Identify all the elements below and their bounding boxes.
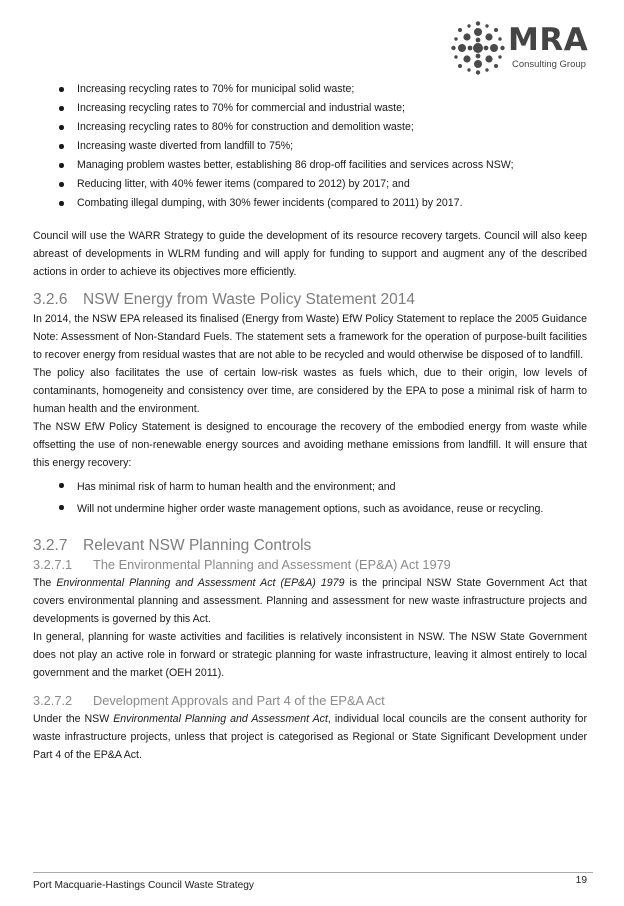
paragraph-planning-inconsistent: In general, planning for waste activities and facilities is relatively inconsistent in NSW. The NSW State Government does not play an active role in forward or strategic planning for waste infrastructure, leaving it almost entirely to local government and the market (OEH 2011). — [33, 631, 587, 679]
section-title: NSW Energy from Waste Policy Statement 2014 — [83, 291, 415, 308]
text-run: , individual local councils are the consent authority for waste infrastructure projects, unless that project is categorised as Regional or State Significant Development under Part 4 of the EP&A Act. — [33, 713, 587, 761]
section-number: 3.2.6 — [33, 291, 68, 308]
subsection-title: The Environmental Planning and Assessment (EP&A) Act 1979 — [93, 557, 451, 572]
act-name-italic: Environmental Planning and Assessment Act (EP&A) 1979 — [56, 577, 345, 589]
list-item: Managing problem wastes better, establishing 86 drop-off facilities and services across NSW; — [33, 156, 587, 175]
text-run: Under the NSW — [33, 713, 114, 725]
waste-targets-list — [33, 80, 587, 213]
mra-logo-mark-icon — [450, 20, 506, 76]
efw-conditions-list — [33, 476, 587, 520]
list-item: Has minimal risk of harm to human health and the environment; and — [33, 476, 587, 498]
subsection-heading-3-2-7-1 — [33, 556, 587, 574]
subsection-heading-3-2-7-2 — [33, 692, 587, 710]
list-item: Reducing litter, with 40% fewer items (compared to 2012) by 2017; and — [33, 175, 587, 194]
document-body — [33, 80, 587, 764]
paragraph-efw-low-risk: The policy also facilitates the use of certain low-risk wastes as fuels which, due to their origin, low levels of contaminants, homogeneity and consistency over time, are considered by the EPA to pose a minimal risk of harm to human health and the environment. — [33, 367, 587, 415]
paragraph-efw-purpose: The NSW EfW Policy Statement is designed to encourage the recovery of the embodied energy from waste while offsetting the use of non-renewable energy sources and avoiding methane emissions from landfill. It will ensure that this energy recovery: — [33, 421, 587, 469]
subsection-title: Development Approvals and Part 4 of the EP&A Act — [93, 693, 385, 708]
text-run: is the principal NSW State Government Act that covers environmental planning and assessment. Planning and assessment for new waste infrastructure projects and developments is governed by this Act. — [33, 577, 588, 625]
list-item: Will not undermine higher order waste management options, such as avoidance, reuse or recycling. — [33, 498, 587, 520]
section-heading-3-2-7 — [33, 536, 587, 556]
page-number: 19 — [575, 875, 587, 886]
footer-divider — [33, 872, 593, 873]
footer-document-title: Port Macquarie-Hastings Council Waste Strategy — [33, 880, 255, 891]
logo-subtitle: Consulting Group — [512, 59, 586, 70]
act-name-italic: Environmental Planning and Assessment Act — [113, 713, 328, 725]
section-number: 3.2.7 — [33, 537, 68, 554]
list-item: Increasing recycling rates to 80% for construction and demolition waste; — [33, 118, 587, 137]
paragraph-efw-release: In 2014, the NSW EPA released its finalised (Energy from Waste) EfW Policy Statement to replace the 2005 Guidance Note: Assessment of Non-Standard Fuels. The statement sets a framework for the operation of purpose-built facilities to recover energy from residual wastes that are not able to be recycled and would otherwise be disposed of to landfill. — [33, 313, 587, 361]
mra-logo — [450, 18, 590, 78]
paragraph-consent-authority — [33, 710, 587, 764]
section-heading-3-2-6 — [33, 290, 587, 310]
list-item: Combating illegal dumping, with 30% fewer incidents (compared to 2011) by 2017. — [33, 194, 587, 213]
list-item: Increasing recycling rates to 70% for municipal solid waste; — [33, 80, 587, 99]
text-run: The — [33, 577, 57, 589]
list-item: Increasing waste diverted from landfill to 75%; — [33, 137, 587, 156]
subsection-number: 3.2.7.1 — [33, 557, 73, 572]
list-item: Increasing recycling rates to 70% for commercial and industrial waste; — [33, 99, 587, 118]
subsection-number: 3.2.7.2 — [33, 693, 73, 708]
paragraph-council-warr: Council will use the WARR Strategy to guide the development of its resource recovery targets. Council will also keep abreast of developments in WLRM funding and will apply for funding to support and augment any of the described actions in order to achieve its objectives more efficiently. — [33, 230, 587, 278]
section-title: Relevant NSW Planning Controls — [83, 537, 312, 554]
paragraph-epa-act — [33, 574, 587, 628]
logo-name: MRA — [508, 22, 589, 58]
